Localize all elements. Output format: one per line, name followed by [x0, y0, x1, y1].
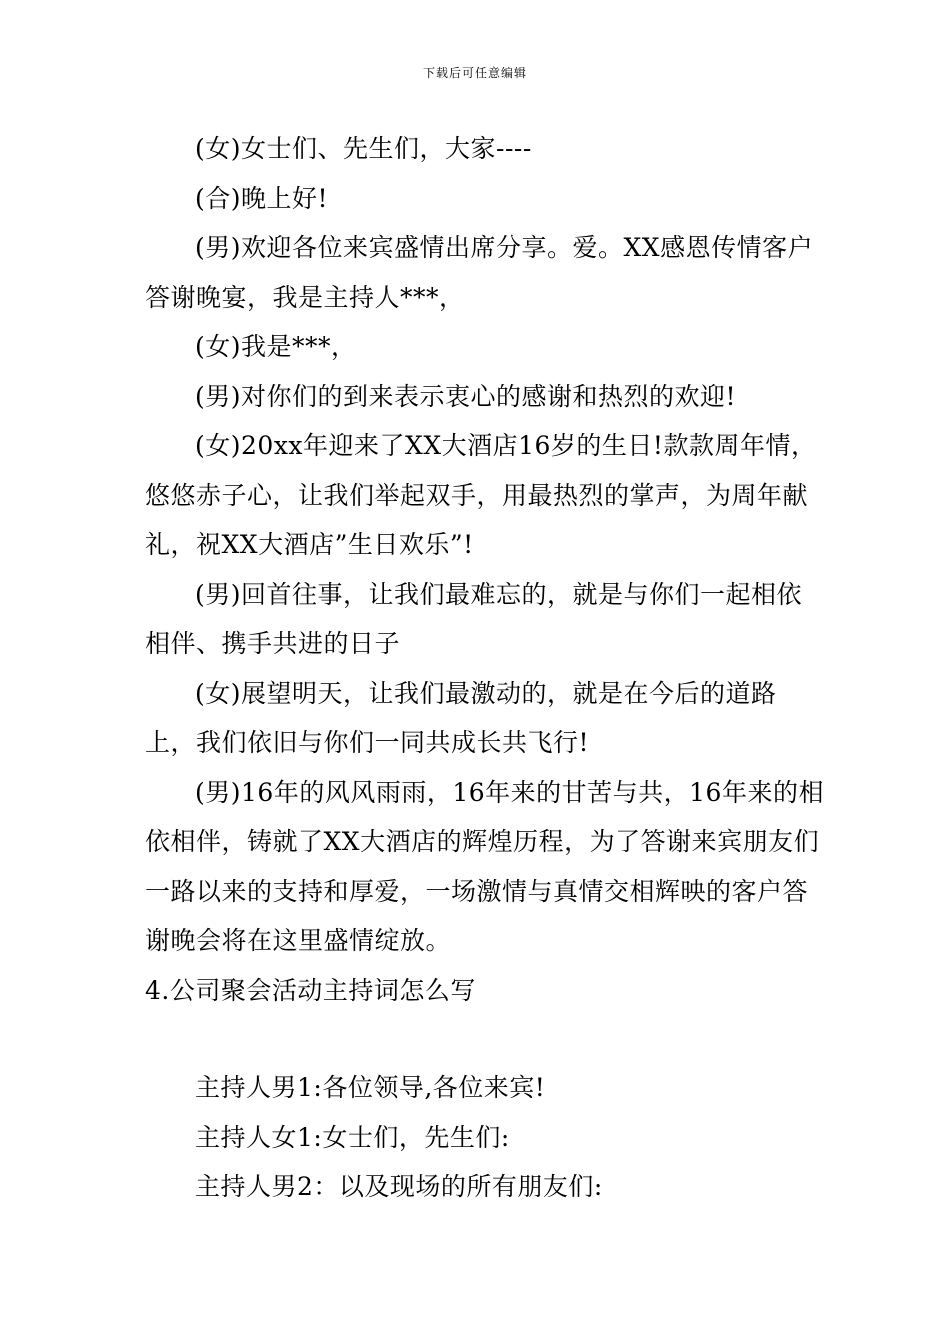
dialogue-paragraph: (男)欢迎各位来宾盛情出席分享。爱。XX感恩传情客户答谢晚宴，我是主持人***，	[145, 233, 814, 312]
dialogue-paragraph: (男)16年的风风雨雨，16年来的甘苦与共，16年来的相依相伴，铸就了XX大酒店的辉煌历程，为了答谢来宾朋友们一路以来的支持和厚爱，一场激情与真情交相辉映的客户答谢晚会将在这里盛情绽放。	[145, 777, 824, 955]
dialogue-paragraph: (女)我是***，	[195, 332, 357, 361]
host-line: 主持人女1:女士们，先生们:	[195, 1122, 510, 1152]
host-line: 主持人男2：以及现场的所有朋友们:	[195, 1172, 603, 1201]
dialogue-paragraph: (男)回首往事，让我们最难忘的，就是与你们一起相依相伴、携手共进的日子	[145, 579, 803, 658]
document-body	[145, 124, 825, 1212]
blank-line	[145, 1015, 825, 1063]
dialogue-paragraph: (女)女士们、先生们，大家----	[195, 134, 532, 163]
dialogue-paragraph: (合)晚上好!	[195, 183, 329, 213]
section-heading: 4.公司聚会活动主持词怎么写	[145, 975, 476, 1005]
dialogue-paragraph: (女)20xx年迎来了XX大酒店16岁的生日!款款周年情，悠悠赤子心，让我们举起双手，用最热烈的掌声，为周年献礼，祝XX大酒店”生日欢乐”!	[145, 431, 817, 559]
page-header: 下载后可任意编辑	[422, 66, 527, 80]
host-line: 主持人男1:各位领导,各位来宾!	[195, 1073, 546, 1102]
dialogue-paragraph: (男)对你们的到来表示衷心的感谢和热烈的欢迎!	[195, 381, 737, 411]
dialogue-paragraph: (女)展望明天，让我们最激动的，就是在今后的道路上，我们依旧与你们一同共成长共飞行!	[145, 678, 777, 757]
